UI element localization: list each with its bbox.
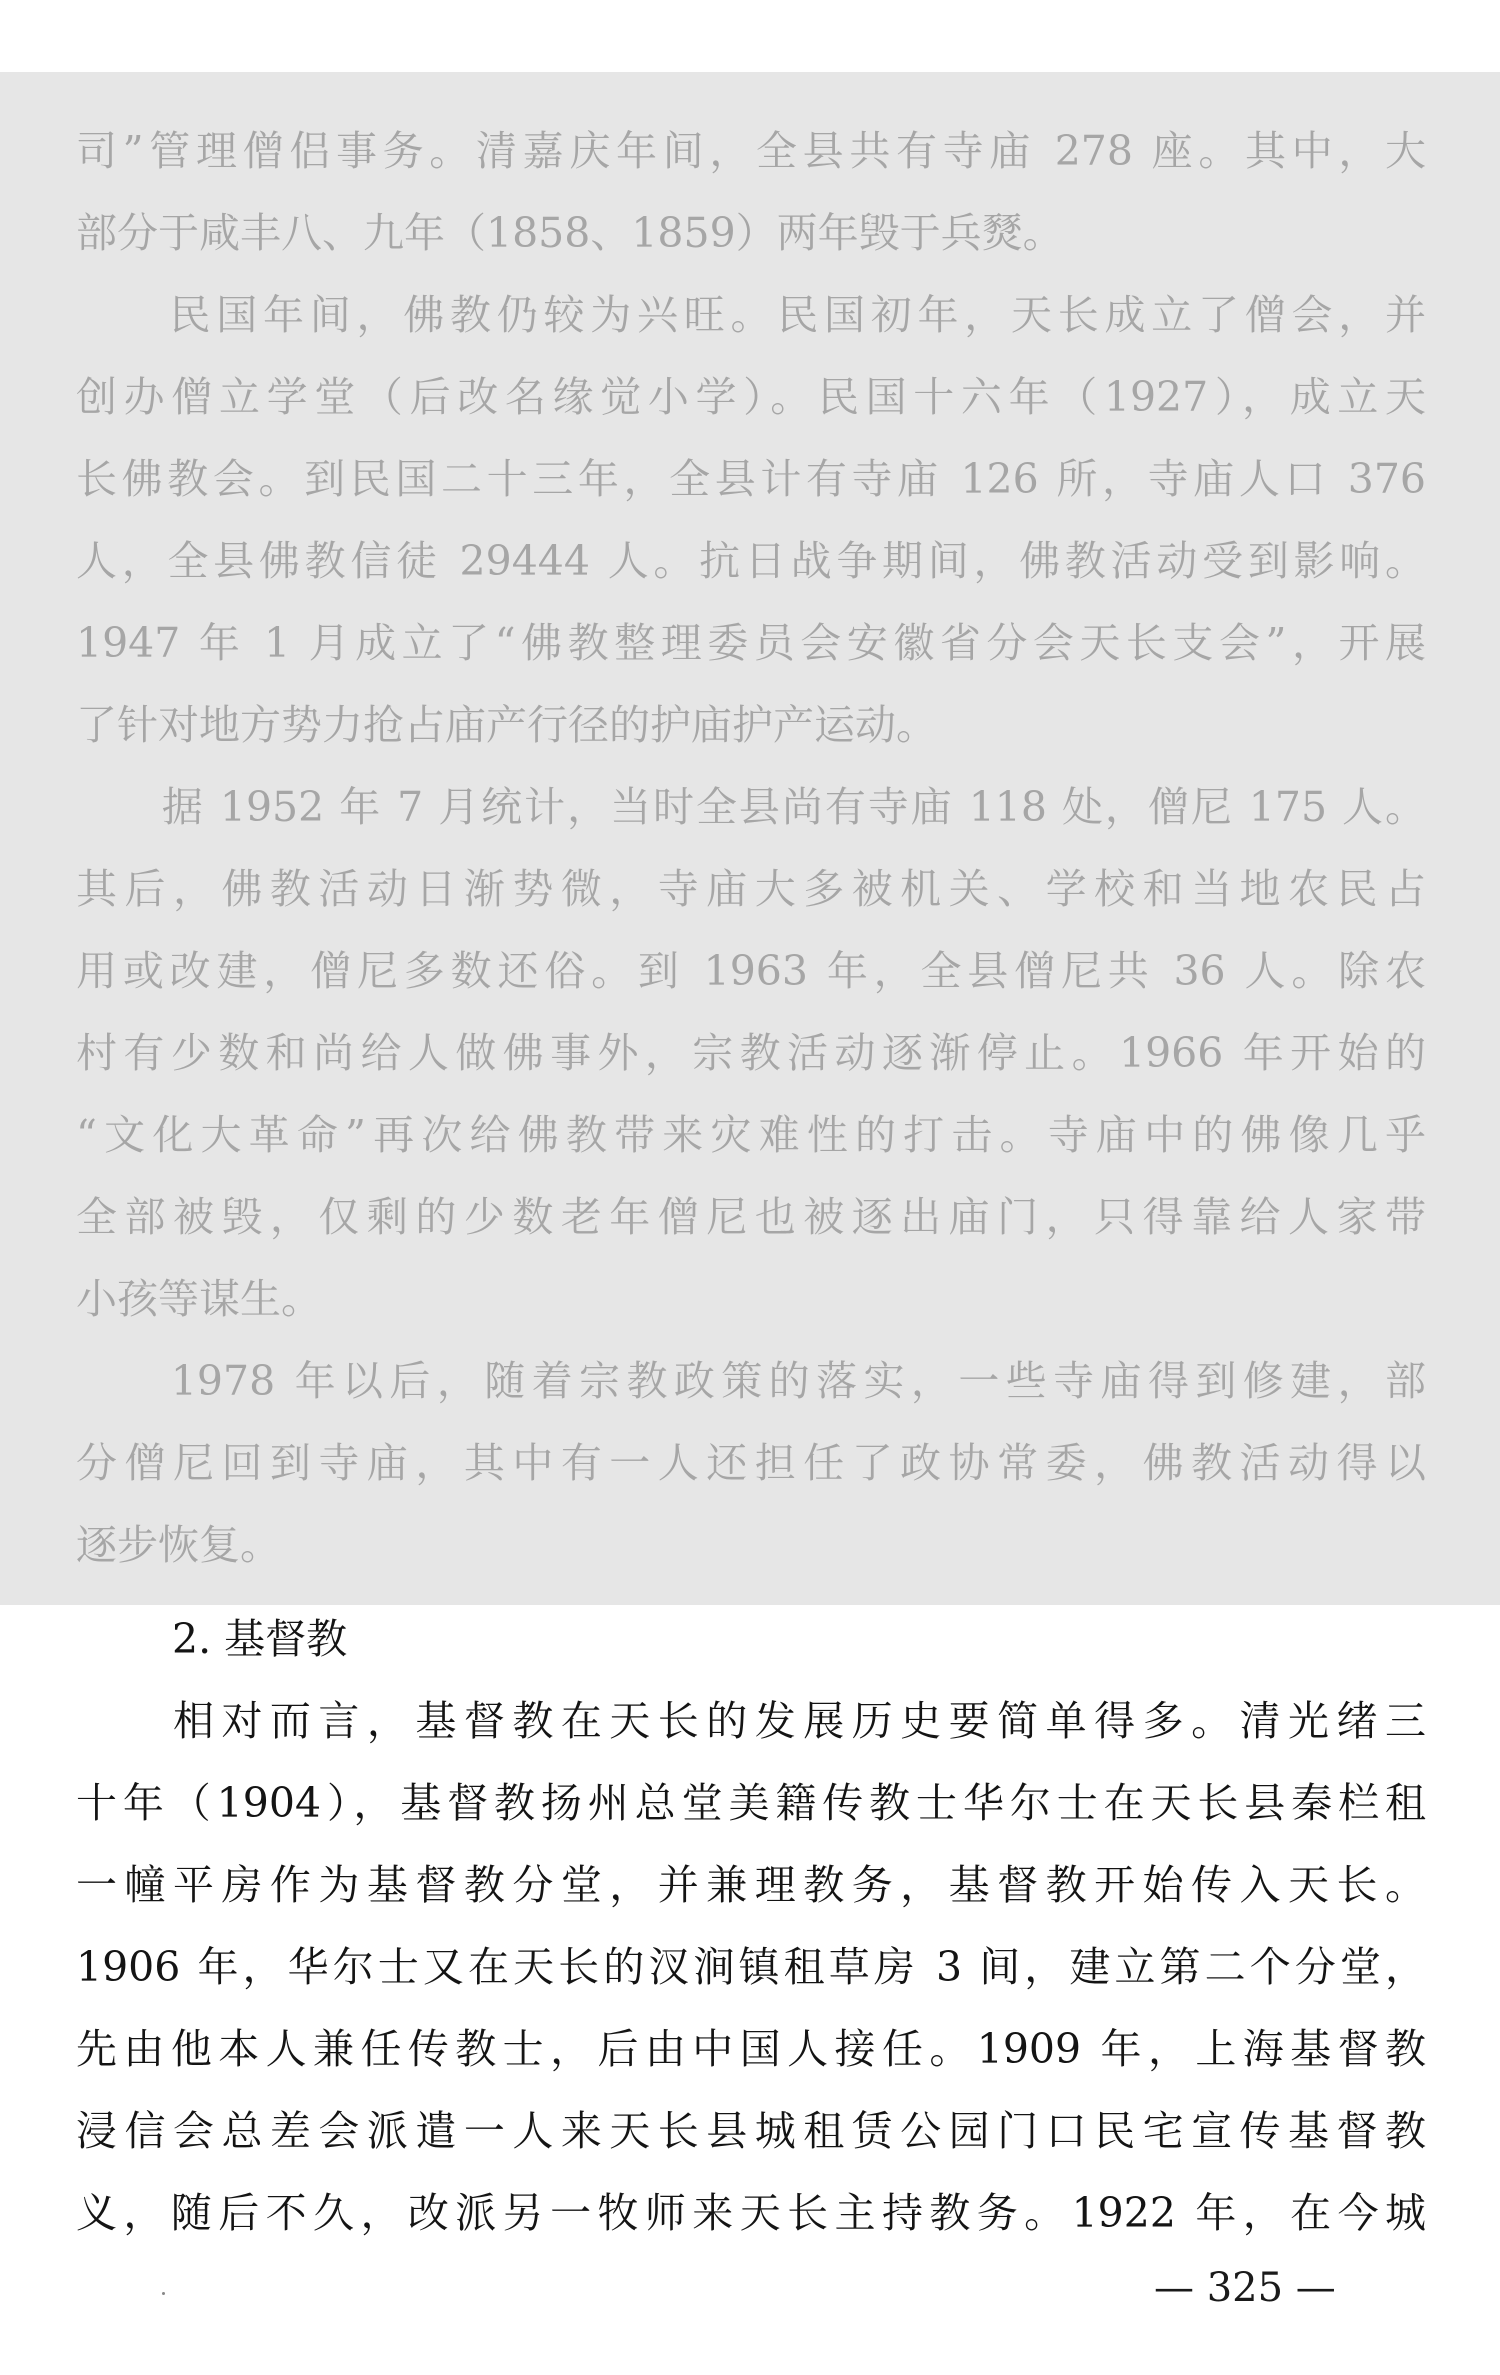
scan-speck	[162, 2292, 165, 2295]
text-line: 长佛教会。到民国二十三年，全县计有寺庙 126 所，寺庙人口 376	[76, 455, 1426, 503]
text-line: 义，随后不久，改派另一牧师来天长主持教务。1922 年，在今城	[76, 2189, 1426, 2237]
text-line: 用或改建，僧尼多数还俗。到 1963 年，全县僧尼共 36 人。除农	[76, 947, 1426, 995]
text-line: 相对而言，基督教在天长的发展历史要简单得多。清光绪三	[76, 1697, 1426, 1745]
text-line: 逐步恢复。	[76, 1521, 281, 1569]
text-line: 1978 年以后，随着宗教政策的落实，一些寺庙得到修建，部	[76, 1357, 1426, 1405]
text-line: 先由他本人兼任传教士，后由中国人接任。1909 年，上海基督教	[76, 2025, 1426, 2073]
text-line: 创办僧立学堂（后改名缘觉小学）。民国十六年（1927），成立天	[76, 373, 1426, 421]
text-line: 部分于咸丰八、九年（1858、1859）两年毁于兵燹。	[76, 209, 1064, 257]
text-line: “文化大革命”再次给佛教带来灾难性的打击。寺庙中的佛像几乎	[76, 1111, 1426, 1159]
text-line: 了针对地方势力抢占庙产行径的护庙护产运动。	[76, 701, 937, 749]
text-line: 浸信会总差会派遣一人来天长县城租赁公园门口民宅宣传基督教	[76, 2107, 1426, 2155]
text-line: 分僧尼回到寺庙，其中有一人还担任了政协常委，佛教活动得以	[76, 1439, 1426, 1487]
text-line: 村有少数和尚给人做佛事外，宗教活动逐渐停止。1966 年开始的	[76, 1029, 1426, 1077]
text-line: 一幢平房作为基督教分堂，并兼理教务，基督教开始传入天长。	[76, 1861, 1426, 1909]
text-line: 1947 年 1 月成立了“佛教整理委员会安徽省分会天长支会”，开展	[76, 619, 1426, 667]
text-line: 司”管理僧侣事务。清嘉庆年间，全县共有寺庙 278 座。其中，大	[76, 127, 1426, 175]
text-line: 小孩等谋生。	[76, 1275, 322, 1323]
text-line: 民国年间，佛教仍较为兴旺。民国初年，天长成立了僧会，并	[76, 291, 1426, 339]
text-line: 全部被毁，仅剩的少数老年僧尼也被逐出庙门，只得靠给人家带	[76, 1193, 1426, 1241]
text-line: 人，全县佛教信徒 29444 人。抗日战争期间，佛教活动受到影响。	[76, 537, 1426, 585]
page-number: — 325 —	[1154, 2265, 1336, 2311]
section-heading: 2. 基督教	[172, 1615, 348, 1663]
text-line: 1906 年，华尔士又在天长的汊涧镇租草房 3 间，建立第二个分堂，	[76, 1943, 1426, 1991]
text-line: 据 1952 年 7 月统计，当时全县尚有寺庙 118 处，僧尼 175 人。	[76, 783, 1426, 831]
text-line: 十年（1904），基督教扬州总堂美籍传教士华尔士在天长县秦栏租	[76, 1779, 1426, 1827]
text-line: 其后，佛教活动日渐势微，寺庙大多被机关、学校和当地农民占	[76, 865, 1426, 913]
